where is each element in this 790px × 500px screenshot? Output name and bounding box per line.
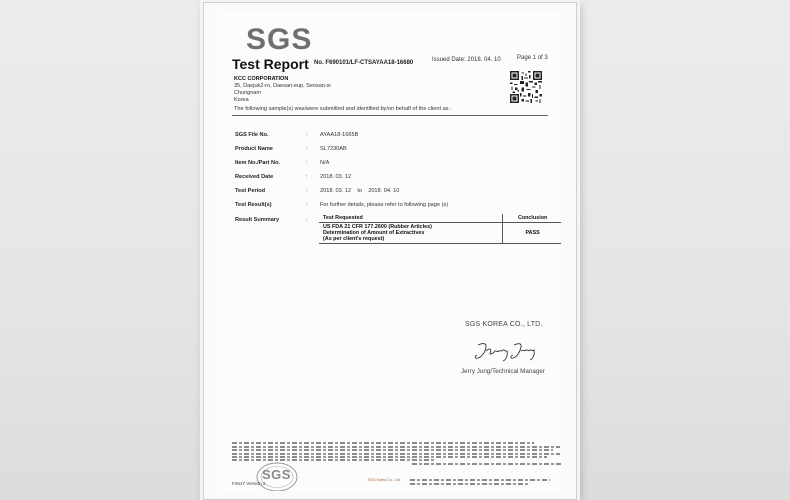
footer-address-line bbox=[410, 483, 529, 485]
report-number: No. F690101/LF-CTSAYAA18-16680 bbox=[314, 60, 414, 66]
test-requested-line: (As per client's request) bbox=[323, 236, 385, 242]
client-address-line: Korea bbox=[234, 97, 249, 103]
test-requested-header: Test Requested bbox=[319, 214, 503, 223]
table-header-row bbox=[319, 214, 561, 223]
field-colon: : bbox=[306, 217, 308, 223]
footnote-line bbox=[232, 456, 547, 458]
table-row bbox=[319, 223, 561, 244]
field-colon: : bbox=[306, 146, 308, 152]
signing-company: SGS KOREA CO., LTD. bbox=[465, 321, 543, 328]
test-requested-cell bbox=[319, 223, 503, 244]
footer-company: SGS Korea Co., Ltd. bbox=[368, 478, 401, 482]
footnote-line bbox=[412, 463, 561, 465]
client-address-line: 35, Daejuk2-ro, Daesan-eup, Seosan-si bbox=[234, 83, 331, 89]
footnote-line bbox=[232, 446, 560, 448]
field-colon: : bbox=[306, 188, 308, 194]
signer-name: Jerry Jung/Technical Manager bbox=[461, 368, 545, 375]
issued-date: Issued Date: 2018. 04. 10 bbox=[432, 57, 501, 63]
conclusion-cell: PASS bbox=[503, 223, 561, 244]
field-colon: : bbox=[306, 202, 308, 208]
result-summary-label: Result Summary bbox=[235, 217, 280, 223]
form-reference: F4617 Version 2 bbox=[232, 481, 266, 486]
footnote-line bbox=[232, 449, 553, 451]
footer-address bbox=[410, 478, 550, 486]
report-title: Test Report bbox=[232, 56, 309, 72]
test-requested-line: Determination of Amount of Extractives bbox=[323, 230, 425, 236]
footer-address-line bbox=[410, 479, 550, 481]
field-label: Product Name bbox=[235, 146, 273, 152]
field-colon: : bbox=[306, 174, 308, 180]
stamp-text: SGS bbox=[262, 467, 291, 482]
field-value: 2018. 03. 12 bbox=[320, 174, 352, 180]
signature-image bbox=[472, 337, 542, 363]
sgs-logo: SGS bbox=[246, 23, 313, 56]
conclusion-header: Conclusion bbox=[503, 214, 561, 223]
client-address-block bbox=[234, 76, 331, 104]
client-company: KCC CORPORATION bbox=[234, 76, 289, 82]
client-address-line: Chungnam bbox=[234, 90, 261, 96]
divider bbox=[232, 115, 548, 116]
picture-frame bbox=[203, 2, 577, 500]
field-value: AYAA18-1665B bbox=[320, 132, 359, 138]
field-value: N/A bbox=[320, 160, 330, 166]
result-summary-table bbox=[319, 214, 561, 244]
footnote-line bbox=[232, 442, 534, 444]
field-label: Item No./Part No. bbox=[235, 160, 281, 166]
test-requested-line: US FDA 21 CFR 177.2600 (Rubber Articles) bbox=[323, 224, 432, 230]
qr-code-icon bbox=[510, 71, 542, 103]
submission-statement: The following sample(s) was/were submitted and identified by/on behalf of the client as : bbox=[234, 106, 452, 112]
field-label: Test Period bbox=[235, 188, 266, 194]
footnote-line bbox=[232, 453, 560, 455]
field-value: For further details, please refer to following page (s) bbox=[320, 202, 449, 208]
page-indicator: Page 1 of 3 bbox=[517, 55, 548, 61]
field-label: SGS File No. bbox=[235, 132, 269, 138]
field-label: Received Date bbox=[235, 174, 274, 180]
field-colon: : bbox=[306, 132, 308, 138]
field-value: 2018. 03. 12 to 2018. 04. 10 bbox=[320, 188, 400, 194]
field-colon: : bbox=[306, 160, 308, 166]
test-report-document bbox=[218, 11, 561, 491]
field-label: Test Result(s) bbox=[235, 202, 272, 208]
field-value: SL7230AB bbox=[320, 146, 347, 152]
